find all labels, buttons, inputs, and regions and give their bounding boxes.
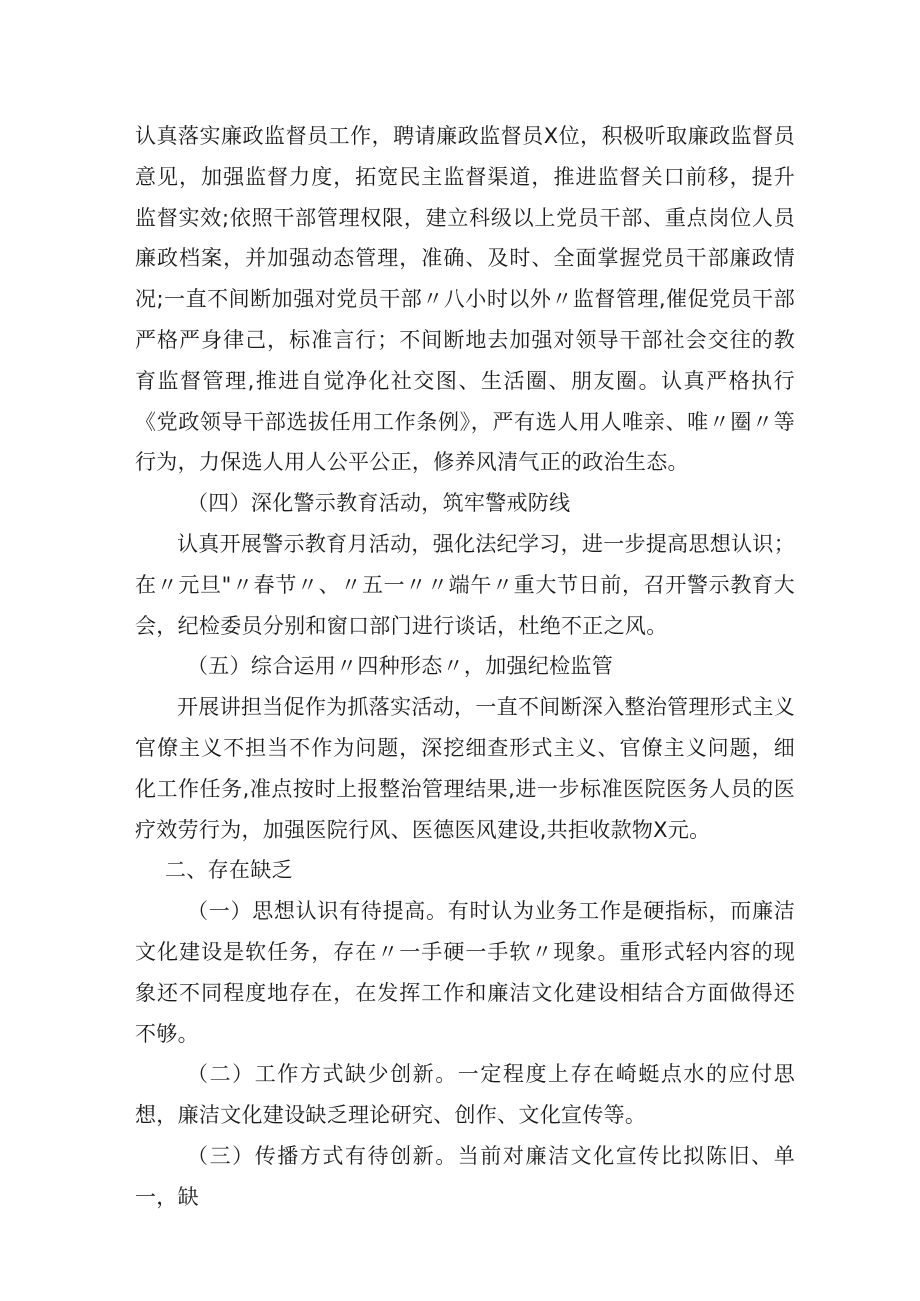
paragraph-shortcoming-3: （三）传播方式有待创新。当前对廉洁文化宣传比拟陈旧、单一，缺: [135, 1143, 795, 1209]
paragraph-shortcoming-2: （二）工作方式缺少创新。一定程度上存在崎蜓点水的应付思想，廉洁文化建设缺乏理论研究、创作、文化宣传等。: [135, 1062, 795, 1128]
paragraph-shortcoming-1: （一）思想认识有待提高。有时认为业务工作是硬指标，而廉洁文化建设是软任务，存在〃一手硬一手软〃现象。重形式轻内容的现象还不同程度地存在，在发挥工作和廉洁文化建设相结合方面做得还不够。: [135, 899, 795, 1046]
heading-warning-education: （四）深化警示教育活动，筑牢警戒防线: [187, 491, 571, 516]
paragraph-four-forms: 开展讲担当促作为抓落实活动，一直不间断深入整治管理形式主义官僚主义不担当不作为问题，深挖细查形式主义、官僚主义问题，细化工作任务,准点按时上报整治管理结果,进一步标准医院医务人员的医疗效劳行为，加强医院行风、医德医风建设,共拒收款物X元。: [135, 695, 795, 842]
heading-four-forms: （五）综合运用〃四种形态〃，加强纪检监管: [187, 654, 613, 679]
section-title-shortcomings: 二、存在缺乏: [165, 858, 293, 883]
paragraph-warning-education: 认真开展警示教育月活动，强化法纪学习，进一步提高思想认识；在〃元旦"〃春节〃、〃五一〃〃端午〃重大节日前，召开警示教育大会，纪检委员分别和窗口部门进行谈话，杜绝不正之风。: [135, 531, 795, 638]
document-body: [135, 116, 795, 1218]
paragraph-supervision: 认真落实廉政监督员工作，聘请廉政监督员X位，积极听取廉政监督员意见，加强监督力度，拓宽民主监督渠道，推进监督关口前移，提升监督实效;依照干部管理权限，建立科级以上党员干部、重点岗位人员廉政档案，并加强动态管理，准确、及时、全面掌握党员干部廉政情况;一直不间断加强对党员干部〃八小时以外〃监督管理,催促党员干部严格严身律己，标准言行；不间断地去加强对领导干部社会交往的教育监督管理,推进自觉净化社交图、生活圈、朋友圈。认真严格执行《党政领导干部选拔任用工作条例》，严有选人用人唯亲、唯〃圈〃等行为，力保选人用人公平公正，修养风清气正的政治生态。: [135, 124, 795, 475]
